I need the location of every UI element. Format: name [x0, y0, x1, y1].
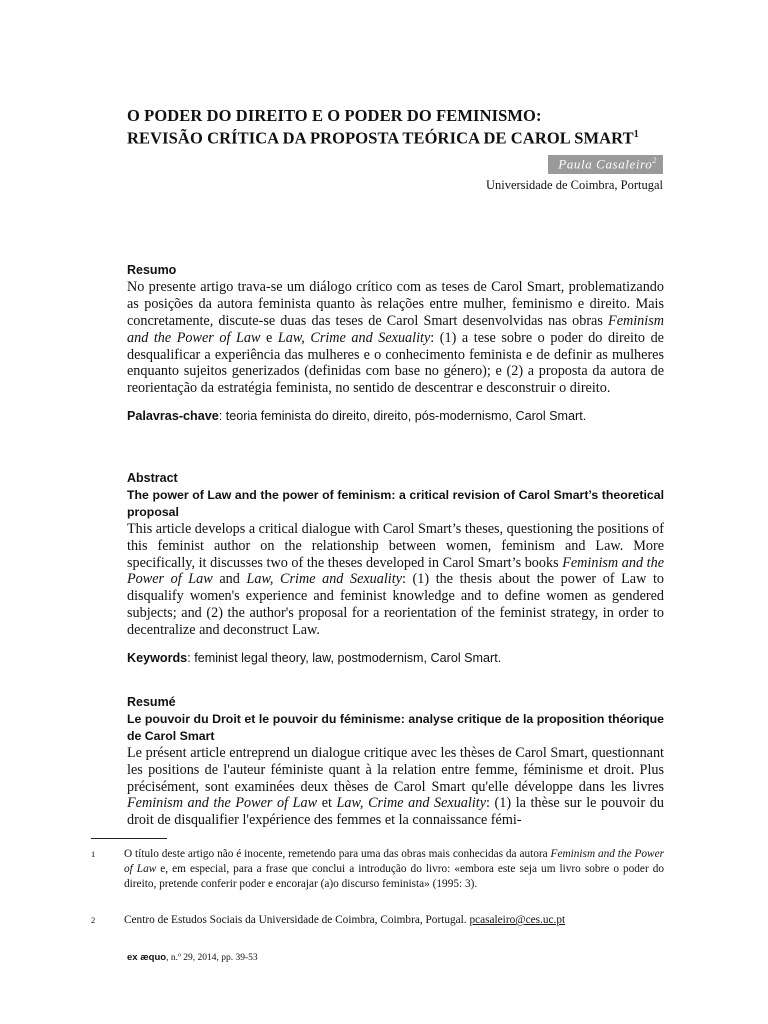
author-footnote-ref[interactable]: 2 [652, 156, 657, 165]
journal-footer: ex æquo, n.º 29, 2014, pp. 39-53 [127, 952, 258, 963]
title-footnote-ref[interactable]: 1 [633, 129, 639, 140]
palavras-chave: Palavras-chave: teoria feminista do direito, direito, pós-modernismo, Carol Smart. [127, 409, 587, 424]
resumo-section [127, 262, 664, 425]
affiliation: Universidade de Coimbra, Portugal [485, 178, 663, 192]
abstract-section [127, 470, 664, 667]
footnote-1 [91, 847, 664, 893]
abstract-paragraph: This article develops a critical dialogue with Carol Smart’s theses, questioning the positions of this feminist author on the relationship between women, feminism and Law. More specifically, it discusses two of the theses developed in Carol Smart’s books Feminism and the Power of Law and Law, Crime and Sexuality: (1) the thesis about the power of Law to disqualify women's experience and feminist knowledge and to define women as gendered subjects; and (2) the author's proposal for a reorientation of the feminist strategy, in order to decentralize and deconstruct Law. [127, 520, 664, 639]
resume-fr-paragraph: Le présent article entreprend un dialogue critique avec les thèses de Carol Smart, questionnant les positions de l'auteur féministe quant à la relation entre femme, féminisme et droit. Plus précisément, sont examinées deux thèses de Carol Smart qu'elle développe dans les livres Feminism and the Power of Law et Law, Crime and Sexuality: (1) la thèse sur le pouvoir du droit de disqualifier l'expérience des femmes et la connaissance fémi- [127, 744, 664, 829]
footnote-divider [91, 838, 167, 839]
footnote-1-number: 1 [91, 849, 96, 859]
email-link[interactable]: pcasaleiro@ces.uc.pt [469, 914, 566, 926]
keywords: Keywords: feminist legal theory, law, postmodernism, Carol Smart. [127, 651, 502, 666]
author-name: Paula Casaleiro$^2$ [548, 155, 663, 174]
abstract-heading: Abstract [127, 471, 178, 485]
footnote-2-number: 2 [91, 915, 96, 925]
resume-fr-section [127, 694, 664, 829]
article-title [127, 106, 667, 148]
resume-fr-heading: Resumé [127, 695, 176, 709]
title-line-2: REVISÃO CRÍTICA DA PROPOSTA TEÓRICA DE CAROL SMART$^1$ [127, 128, 639, 148]
resume-fr-subtitle: Le pouvoir du Droit et le pouvoir du féminisme: analyse critique de la proposition théorique de Carol Smart [127, 711, 664, 743]
abstract-subtitle: The power of Law and the power of feminism: a critical revision of Carol Smart’s theoretical proposal [127, 487, 664, 519]
footnote-2 [91, 913, 664, 928]
resumo-heading: Resumo [127, 263, 177, 277]
resumo-paragraph: No presente artigo trava-se um diálogo crítico com as teses de Carol Smart, problematizando as posições da autora feminista quanto às relações entre mulher, feminismo e direito. Mais concretamente, discute-se duas das teses de Carol Smart desenvolvidas nas obras Feminism and the Power of Law e Law, Crime and Sexuality: (1) a tese sobre o poder do direito de desqualificar a experiência das mulheres e o conhecimento feminista e de definir as mulheres enquanto sujeitos generizados (definidas com base no género); e (2) a proposta da autora de reorientação da estratégia feminista, no sentido de descentrar e desconstruir o direito. [127, 278, 664, 397]
title-line-1: O PODER DO DIREITO E O PODER DO FEMINISMO: [127, 106, 542, 125]
footnote-2-text: Centro de Estudos Sociais da Universidade de Coimbra, Coimbra, Portugal. pcasaleiro@ces.uc.pt [124, 914, 566, 926]
footnote-1-text: O título deste artigo não é inocente, remetendo para uma das obras mais conhecidas da autora Feminism and the Power of Law e, em especial, para a frase que conclui a introdução do livro: «embora este seja um livro sobre o poder do direito, pretende conferir poder e encorajar (a)o discurso feminista» (1995: 3). [124, 848, 665, 891]
